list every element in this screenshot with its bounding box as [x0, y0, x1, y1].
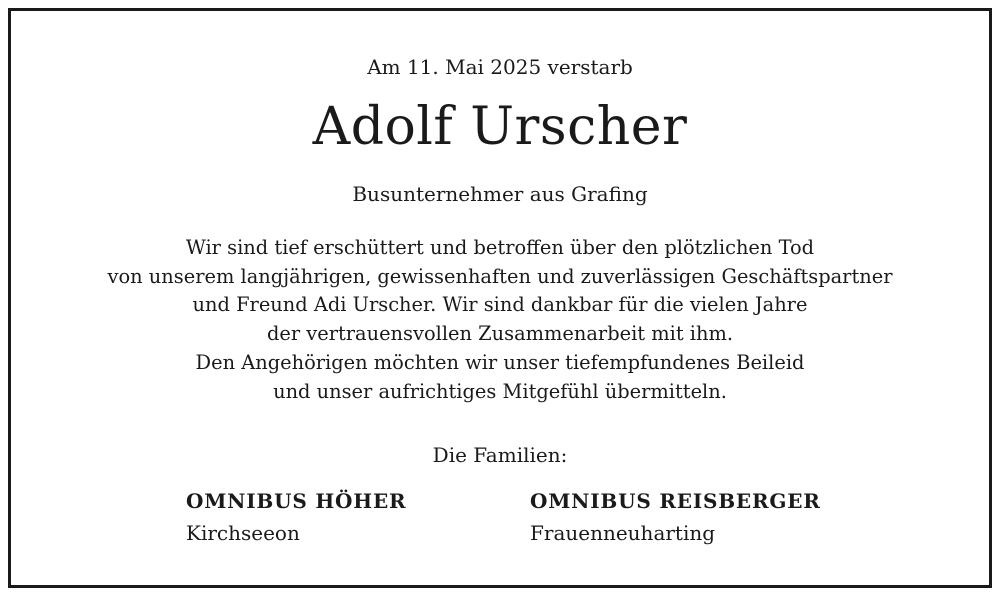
families-label: Die Familien:: [432, 443, 568, 467]
deceased-name: Adolf Urscher: [312, 97, 688, 157]
company-location: Frauenneuharting: [530, 521, 716, 545]
company-location: Kirchseeon: [186, 521, 300, 545]
company-signature: [530, 484, 821, 548]
company-name: OMNIBUS REISBERGER: [530, 489, 821, 513]
death-date-intro: Am 11. Mai 2025 verstarb: [367, 55, 633, 79]
message-line: der vertrauensvollen Zusammenarbeit mit ihm.: [266, 322, 734, 346]
message-line: und Freund Adi Urscher. Wir sind dankbar für die vielen Jahre: [192, 293, 808, 317]
occupation-line: Busunternehmer aus Grafing: [352, 182, 648, 206]
message-line: von unserem langjährigen, gewissenhaften und zuverlässigen Geschäftspartner: [107, 264, 893, 288]
company-signature: [186, 484, 406, 548]
message-line: Wir sind tief erschüttert und betroffen über den plötzlichen Tod: [185, 236, 815, 259]
company-name: OMNIBUS HÖHER: [186, 489, 407, 513]
message-line: und unser aufrichtiges Mitgefühl übermitteln.: [273, 379, 727, 403]
message-line: Den Angehörigen möchten wir unser tiefempfundenes Beileid: [195, 350, 805, 374]
condolence-message: [0, 234, 1000, 406]
